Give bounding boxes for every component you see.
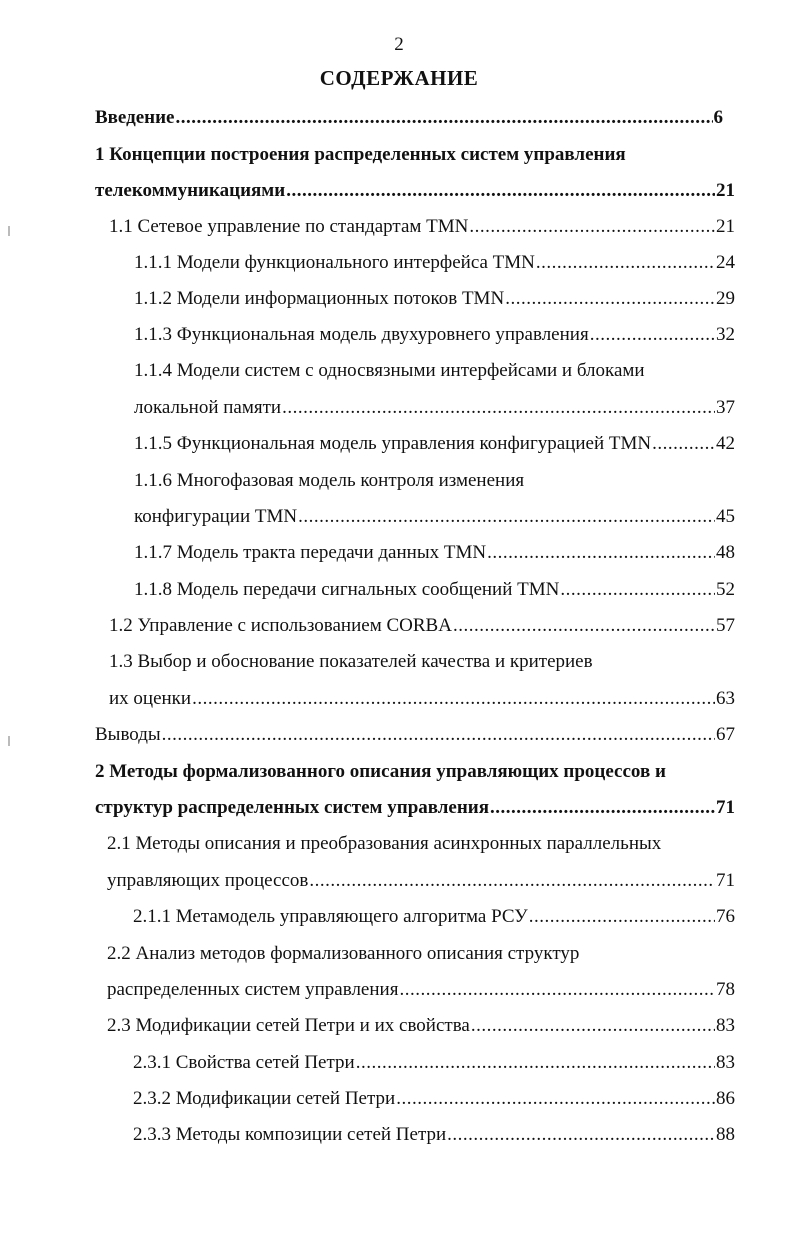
page-number: 2 xyxy=(394,34,404,55)
toc-entry-1-1-5[interactable]: 1.1.5 Функциональная модель управления конфигурацией TMN ..... 42 xyxy=(134,432,735,456)
toc-entry-1-1-8[interactable]: 1.1.8 Модель передачи сигнальных сообщений TMN ..... 52 xyxy=(134,578,735,602)
toc-entry-chapter-1-line1[interactable]: 1 Концепции построения распределенных систем управления xyxy=(95,144,626,165)
toc-entry-2-3[interactable]: 2.3 Модификации сетей Петри и их свойства ..... 83 xyxy=(107,1014,735,1038)
toc-entry-conclusions[interactable]: Выводы ..... 67 xyxy=(95,723,735,747)
toc-entry-2-1-line1[interactable]: 2.1 Методы описания и преобразования асинхронных параллельных xyxy=(107,833,662,854)
toc-entry-2-3-3[interactable]: 2.3.3 Методы композиции сетей Петри ..... 88 xyxy=(133,1123,735,1147)
toc-entry-1-1-1[interactable]: 1.1.1 Модели функционального интерфейса TMN ..... 24 xyxy=(134,251,735,275)
toc-entry-1-3-line1[interactable]: 1.3 Выбор и обоснование показателей качества и критериев xyxy=(109,651,593,672)
page-title: СОДЕРЖАНИЕ xyxy=(319,66,479,90)
toc-entry-introduction[interactable]: Введение ..... 6 xyxy=(95,106,723,130)
toc-entry-1-1-6-line1[interactable]: 1.1.6 Многофазовая модель контроля изменения xyxy=(134,470,525,491)
toc-entry-chapter-2-line2[interactable]: структур распределенных систем управления ..... 71 xyxy=(95,796,735,820)
toc-entry-2-1-1[interactable]: 2.1.1 Метамодель управляющего алгоритма РСУ ..... 76 xyxy=(133,905,735,929)
toc-entry-2-1-line2[interactable]: управляющих процессов ..... 71 xyxy=(107,869,735,893)
toc-entry-2-3-2[interactable]: 2.3.2 Модификации сетей Петри ..... 86 xyxy=(133,1087,735,1111)
toc-entry-1-1-7[interactable]: 1.1.7 Модель тракта передачи данных TMN ..... 48 xyxy=(134,541,735,565)
toc-entry-1-3-line2[interactable]: их оценки ..... 63 xyxy=(109,687,735,711)
toc-entry-1-1[interactable]: 1.1 Сетевое управление по стандартам TMN ..... 21 xyxy=(109,215,735,239)
toc-entry-1-1-6-line2[interactable]: конфигурации TMN ..... 45 xyxy=(134,505,735,529)
toc-entry-1-1-3[interactable]: 1.1.3 Функциональная модель двухуровнего управления ..... 32 xyxy=(134,323,735,347)
toc-entry-1-2[interactable]: 1.2 Управление с использованием CORBA ..... 57 xyxy=(109,614,735,638)
toc-entry-2-2-line2[interactable]: распределенных систем управления ..... 78 xyxy=(107,978,735,1002)
toc-entry-1-1-4-line1[interactable]: 1.1.4 Модели систем с односвязными интерфейсами и блоками xyxy=(134,360,645,381)
toc-entry-2-2-line1[interactable]: 2.2 Анализ методов формализованного описания структур xyxy=(107,943,580,964)
toc-entry-chapter-1-line2[interactable]: телекоммуникациями ..... 21 xyxy=(95,179,735,203)
toc-entry-1-1-2[interactable]: 1.1.2 Модели информационных потоков TMN ..... 29 xyxy=(134,287,735,311)
toc-entry-1-1-4-line2[interactable]: локальной памяти ..... 37 xyxy=(134,396,735,420)
toc-entry-2-3-1[interactable]: 2.3.1 Свойства сетей Петри ..... 83 xyxy=(133,1051,735,1075)
toc-entry-chapter-2-line1[interactable]: 2 Методы формализованного описания управляющих процессов и xyxy=(95,761,666,782)
